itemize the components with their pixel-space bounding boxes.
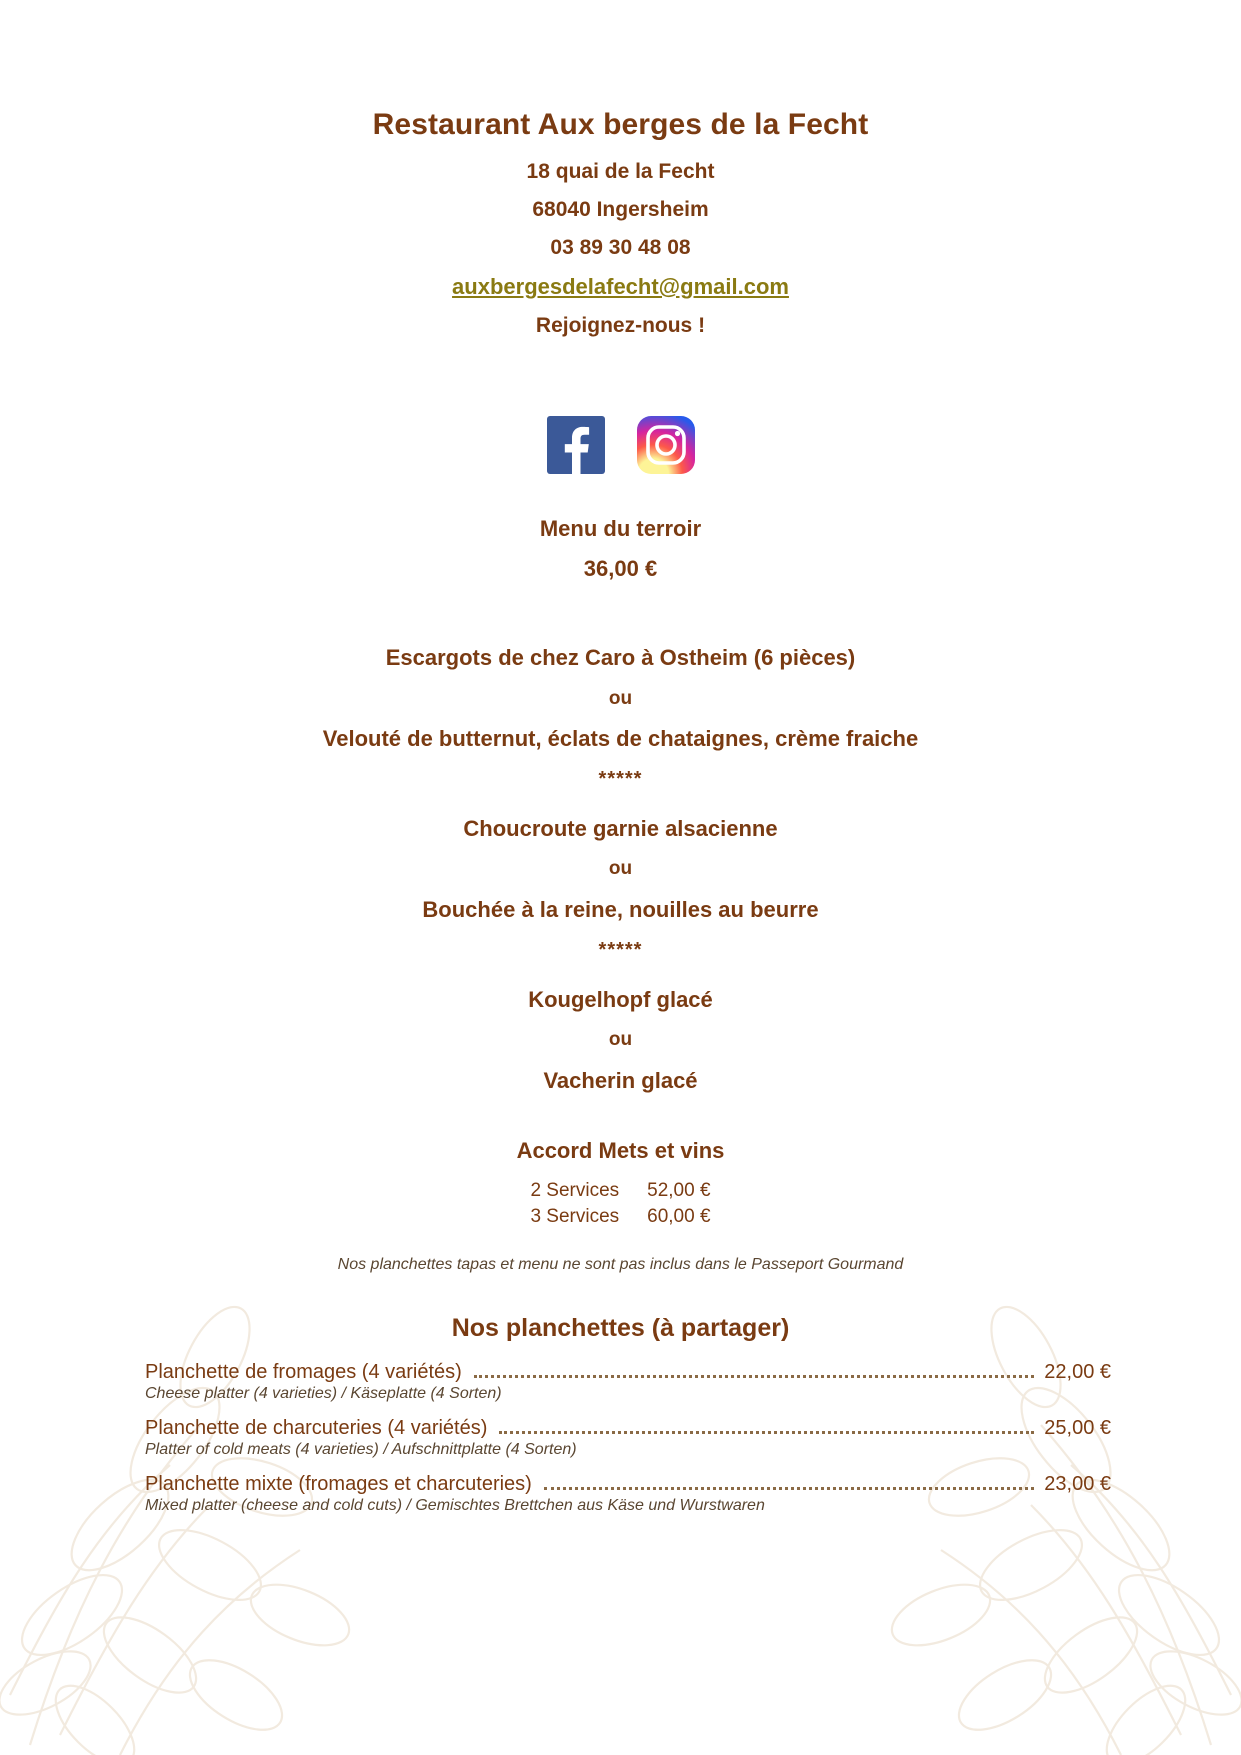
planchettes-list [0,1361,1241,1515]
planchette-price: 23,00 € [1044,1473,1111,1496]
menu-title: Menu du terroir [539,516,702,541]
email-link[interactable]: auxbergesdelafecht@gmail.com [452,274,789,299]
course-option-b: Vacherin glacé [543,1067,698,1093]
pairing-label: 2 Services [530,1180,620,1202]
course-or: ou [608,687,633,709]
planchette-translation: Platter of cold meats (4 varieties) / Aufschnittplatte (4 Sorten) [145,1441,577,1459]
planchette-translation: Cheese platter (4 varieties) / Käseplatte (4 Sorten) [145,1385,502,1403]
instagram-icon[interactable] [637,416,695,474]
course-or: ou [608,1029,633,1050]
address-street: 18 quai de la Fecht [526,160,715,183]
list-item [145,1473,1111,1515]
pairing-label: 3 Services [530,1206,620,1228]
course-block-dessert [0,986,1241,1095]
course-separator: ***** [598,767,643,790]
course-separator: ***** [598,938,643,961]
wine-pairing-table [530,1178,710,1230]
course-or: ou [608,858,633,880]
planchette-name: Planchette de fromages (4 variétés) [145,1361,462,1384]
course-option-a: Choucroute garnie alsacienne [463,815,778,841]
planchette-price: 25,00 € [1044,1417,1111,1440]
course-block-starter [0,644,1241,791]
restaurant-name: Restaurant Aux berges de la Fecht [372,108,869,141]
course-block-main [0,815,1241,962]
list-item [145,1361,1111,1403]
wine-pairing-title: Accord Mets et vins [516,1138,725,1164]
course-option-b: Bouchée à la reine, nouilles au beurre [422,897,819,922]
course-option-a: Escargots de chez Caro à Ostheim (6 pièces) [385,645,856,670]
leader-dots [499,1430,1034,1434]
menu-price: 36,00 € [583,556,658,581]
phone-number: 03 89 30 48 08 [550,236,691,259]
planchette-price: 22,00 € [1044,1361,1111,1384]
facebook-icon[interactable] [547,416,605,474]
course-option-a: Kougelhopf glacé [528,986,713,1012]
planchettes-title: Nos planchettes (à partager) [451,1314,790,1343]
table-row [530,1204,710,1230]
planchette-name: Planchette de charcuteries (4 variétés) [145,1417,488,1440]
pairing-price: 60,00 € [647,1206,711,1228]
passeport-gourmand-note: Nos planchettes tapas et menu ne sont pas inclus dans le Passeport Gourmand [337,1256,904,1274]
social-links [0,416,1241,474]
join-us-text: Rejoignez-nous ! [535,314,706,337]
pairing-price: 52,00 € [647,1180,711,1202]
leader-dots [544,1486,1034,1490]
table-row [530,1178,710,1204]
course-option-b: Velouté de butternut, éclats de chataignes, crème fraiche [322,726,919,752]
planchette-translation: Mixed platter (cheese and cold cuts) / Gemischtes Brettchen aus Käse und Wurstwaren [145,1497,765,1515]
address-city: 68040 Ingersheim [532,198,709,221]
planchette-name: Planchette mixte (fromages et charcuteries) [145,1473,532,1496]
leader-dots [474,1374,1034,1378]
list-item [145,1417,1111,1459]
